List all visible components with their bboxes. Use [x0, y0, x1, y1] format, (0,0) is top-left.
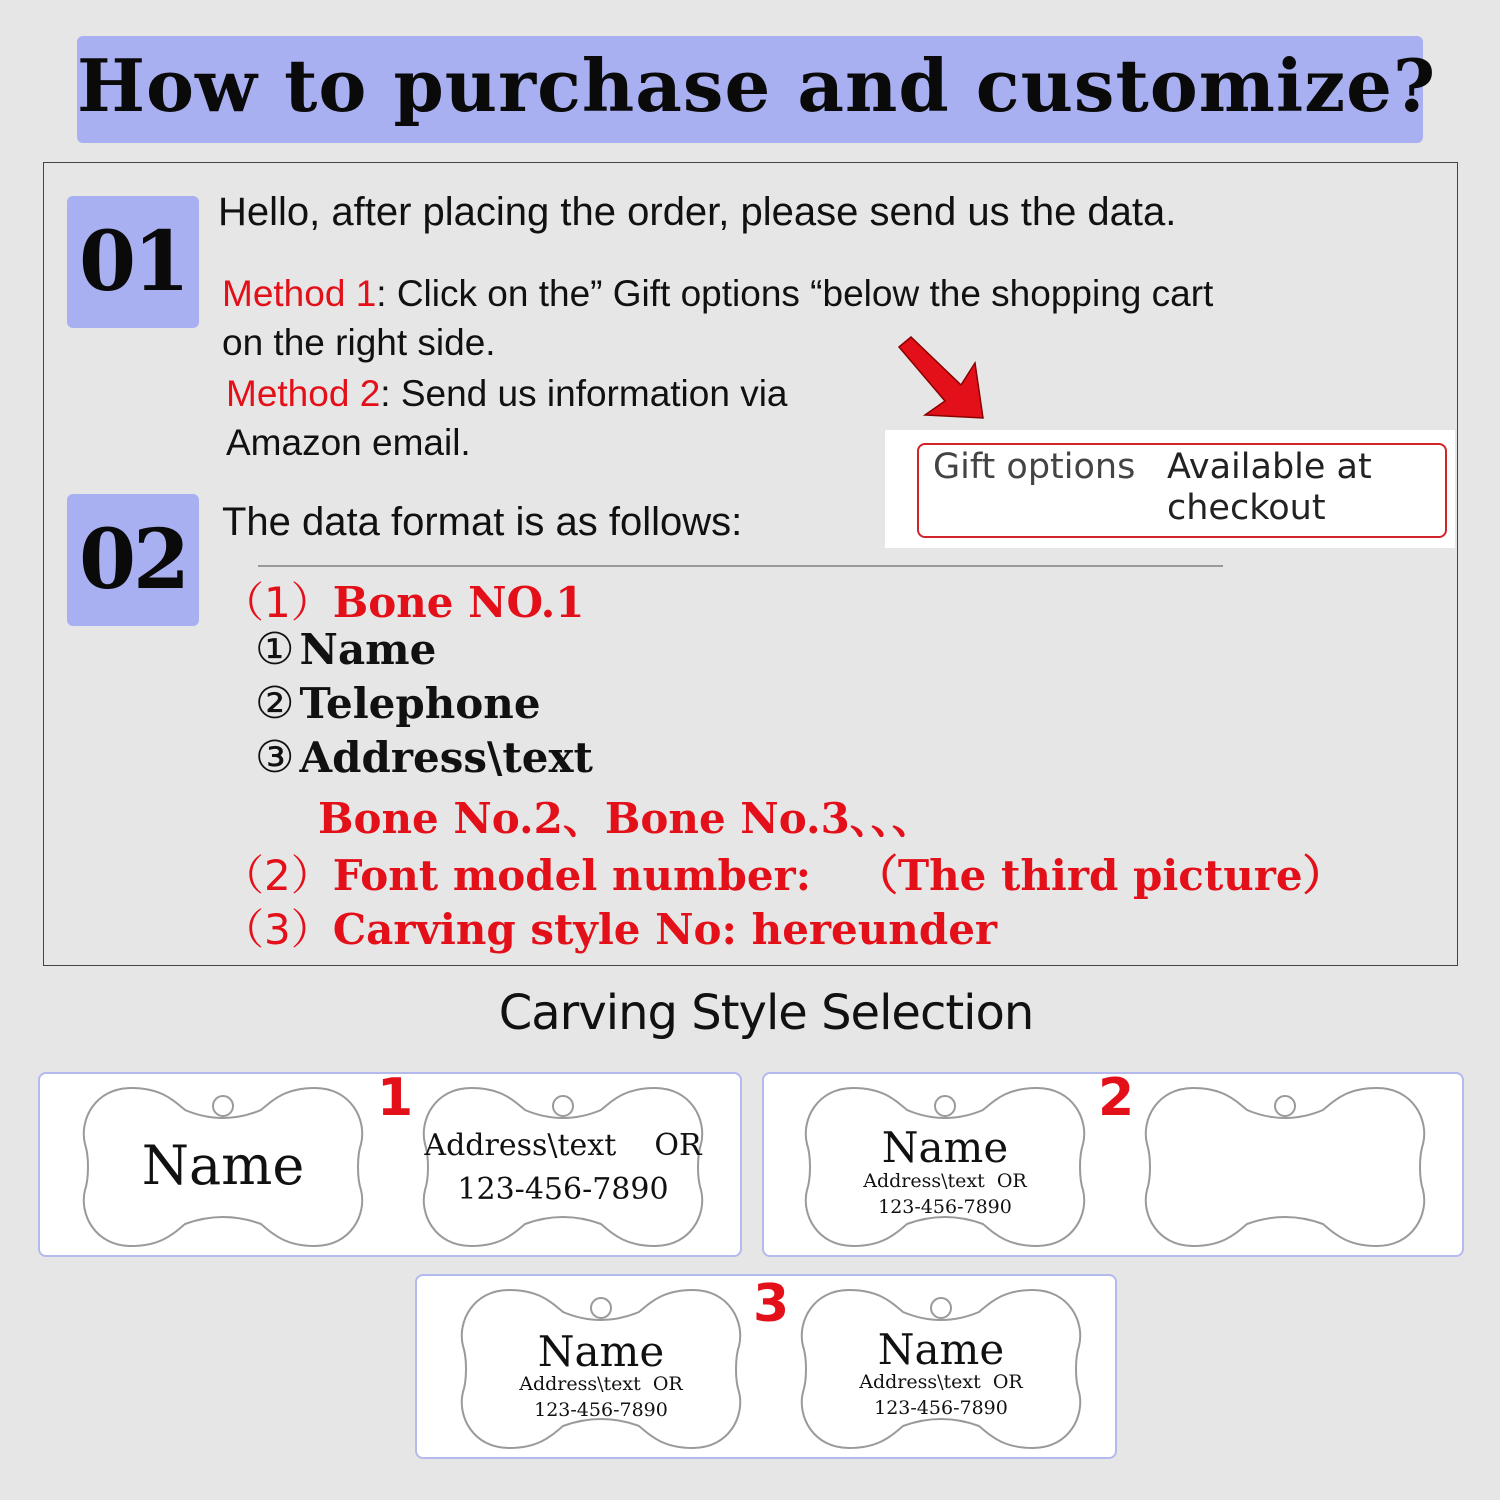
step1-intro: Hello, after placing the order, please send us the data.: [218, 190, 1177, 234]
more-bones: Bone No.2、Bone No.3、、、: [318, 794, 934, 843]
tag-hole: [935, 1096, 955, 1116]
tag-phone: 123-456-7890: [878, 1196, 1012, 1218]
method1-text: : Click on the” Gift options “below the shopping cart: [376, 273, 1214, 314]
tag-phone: 123-456-7890: [874, 1397, 1008, 1419]
item2-label: Font model number:: [332, 851, 826, 900]
style-number-3: 3: [753, 1274, 790, 1334]
bone-tag-front: [73, 1082, 371, 1252]
format-item-1: [222, 570, 585, 630]
item2-note: （The third picture）: [855, 851, 1345, 900]
sub3-number: ③: [255, 732, 295, 783]
item1-number: （1）: [222, 578, 333, 627]
sub2-number: ②: [255, 678, 295, 729]
item2-number: （2）: [222, 851, 333, 900]
step-badge-01: 01: [67, 196, 199, 328]
page-title: How to purchase and customize?: [77, 43, 1437, 128]
method2-text: : Send us information via: [380, 373, 788, 414]
tag-address: Address\text OR: [859, 1371, 1023, 1393]
bone-tag-back: [791, 1284, 1089, 1454]
item3-number: （3）: [222, 905, 333, 954]
bone-tag-front: [795, 1082, 1093, 1252]
carving-style-title: Carving Style Selection: [498, 985, 1034, 1041]
format-sub-1: [255, 624, 436, 675]
gift-options-value: Available at checkout: [1167, 447, 1372, 528]
method2-text-line2: Amazon email.: [226, 422, 471, 463]
sub2-label: Telephone: [299, 679, 541, 728]
bone-tag-back-blank: [1135, 1082, 1433, 1252]
gift-options-box: [917, 443, 1447, 538]
tag-hole: [1275, 1096, 1295, 1116]
step-badge-02: 02: [67, 494, 199, 626]
method1-line: [222, 273, 1213, 315]
sub1-number: ①: [255, 624, 295, 675]
header-banner: [77, 36, 1437, 143]
tag-name: Name: [881, 1123, 1009, 1172]
format-item-2: [222, 843, 1345, 903]
tag-hole: [931, 1298, 951, 1318]
tag-phone: 123-456-7890: [534, 1399, 668, 1421]
gift-options-screenshot: [885, 430, 1455, 548]
format-sub-2: [255, 678, 541, 729]
carving-style-3-card[interactable]: [415, 1274, 1117, 1459]
gift-options-label: Gift options: [933, 447, 1136, 487]
sub3-label: Address\text: [299, 733, 593, 782]
style-number-2: 2: [1098, 1068, 1135, 1128]
sub1-label: Name: [299, 625, 437, 674]
method1-text-line2: on the right side.: [222, 322, 496, 363]
tag-name: Name: [537, 1327, 665, 1376]
tag-address: Address\text OR: [519, 1373, 683, 1395]
tag-name: Name: [877, 1325, 1005, 1374]
bone-tag-back: [413, 1082, 711, 1252]
tag-address: Address\text OR: [863, 1170, 1027, 1192]
red-arrow-down-right-icon: [895, 335, 990, 425]
method2-label: Method 2: [226, 373, 381, 414]
bone-tag-front: [451, 1284, 749, 1454]
item1-label: Bone NO.1: [332, 578, 585, 627]
carving-style-2-card[interactable]: [762, 1068, 1464, 1257]
item3-label: Carving style No: hereunder: [332, 905, 998, 954]
divider-line: [258, 565, 1223, 567]
tag-hole: [553, 1096, 573, 1116]
method2-line: [226, 373, 788, 415]
format-sub-3: [255, 732, 593, 783]
step2-intro: The data format is as follows:: [222, 500, 743, 544]
style-number-1: 1: [377, 1068, 414, 1128]
tag-address: Address\text OR: [424, 1128, 702, 1163]
format-item-3: [222, 897, 997, 957]
method1-label: Method 1: [222, 273, 377, 314]
tag-hole: [213, 1096, 233, 1116]
tag-phone: 123-456-7890: [457, 1172, 669, 1207]
carving-style-1-card[interactable]: [38, 1068, 742, 1257]
tag-name: Name: [141, 1134, 305, 1197]
tag-hole: [591, 1298, 611, 1318]
